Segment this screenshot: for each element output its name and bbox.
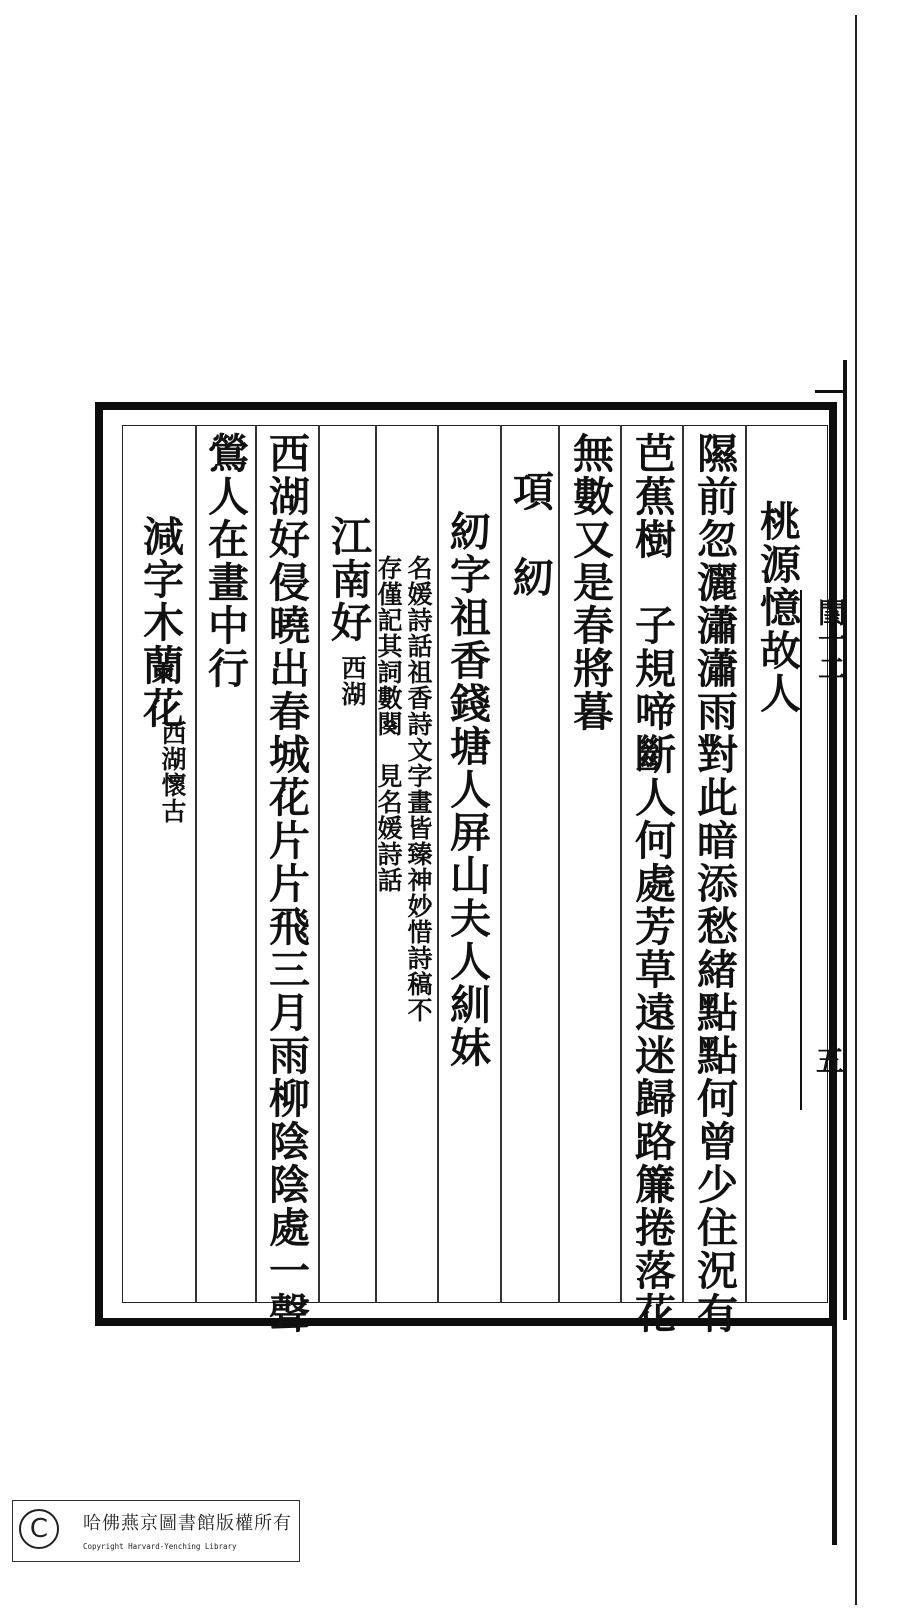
poem-title-column: 江南好: [324, 515, 372, 644]
fold-page-number: 五: [812, 1046, 845, 1074]
poem-title-column: 桃源憶故人: [753, 500, 801, 715]
author-bio-column: 紉字祖香錢塘人屏山夫人紃妹: [443, 510, 491, 1069]
column-rule: [682, 425, 684, 1303]
column-rule: [620, 425, 622, 1303]
annotation-column: 名媛詩話祖香詩文字畫皆臻神妙惜詩稿不: [404, 555, 433, 1023]
column-rule: [745, 425, 747, 1303]
binding-line-4: [815, 390, 845, 393]
column-rule: [318, 425, 320, 1303]
poem-title-note: 西湖: [338, 655, 367, 707]
column-rule: [437, 425, 439, 1303]
poem-text-column: 芭蕉樹 子規啼斷人何處芳草遠迷歸路簾捲落花: [628, 432, 676, 1335]
poem-title-note: 西湖懷古: [158, 720, 187, 824]
author-name-column: 項 紉: [506, 470, 554, 599]
column-rule: [500, 425, 502, 1303]
poem-title-column: 減字木蘭花: [136, 515, 184, 730]
poem-text-column: 鶯人在畫中行: [201, 432, 249, 690]
poem-text-column: 西湖好侵曉出春城花片片飛三月雨柳陰陰處一聲: [262, 432, 310, 1335]
column-rule: [195, 425, 197, 1303]
annotation-column: 存僅記其詞數闋 見名媛詩話: [374, 555, 403, 893]
copyright-text-en: Copyright Harvard-Yenching Library: [83, 1542, 237, 1551]
poem-text-column: 無數又是春將暮: [566, 432, 614, 733]
binding-line-1: [855, 15, 857, 1605]
copyright-text-cn: 哈佛燕京圖書館版權所有: [83, 1513, 292, 1534]
column-rule: [255, 425, 257, 1303]
poem-text-column: 隰前忽灑瀟瀟雨對此暗添愁緒點點何曾少住況有: [690, 432, 738, 1335]
fold-title-marker: 閨十二: [814, 598, 847, 682]
binding-line-3: [832, 1325, 837, 1545]
copyright-stamp: [12, 1500, 300, 1562]
copyright-icon: C: [19, 1509, 59, 1549]
column-rule: [558, 425, 560, 1303]
